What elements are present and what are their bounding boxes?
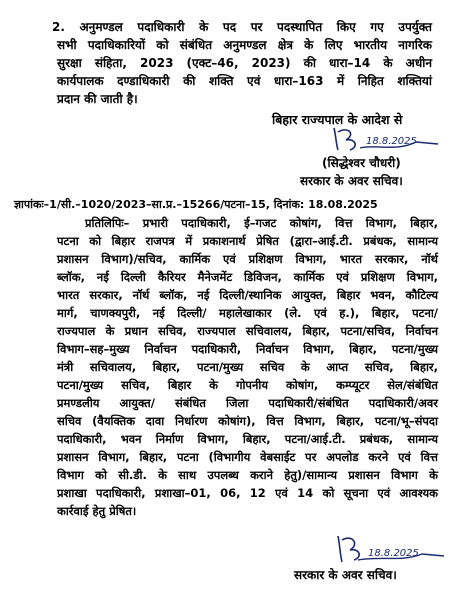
- copy-line: प्रतिलिपिः– प्रभारी पदाधिकारी, ई–गजट कोषांग, वित्त विभाग, बिहार,: [85, 216, 438, 230]
- copy-line: विभाग को सी.डी. के साथ उपलब्ध कराने हेतु)/सामान्य प्रशासन विभाग के: [57, 468, 438, 482]
- paragraph-2-line: सभी पदाधिकारियों को संबंधित अनुमण्डल क्षेत्र के लिए भारतीय नागरिक: [57, 38, 432, 52]
- copy-line: पटना को बिहार राजपत्र में प्रकाशनार्थ प्रेषित (द्वारा–आई.टी. प्रबंधक, सामान्य: [57, 234, 438, 248]
- closing-designation: सरकार के अवर सचिव।: [294, 568, 397, 582]
- signatory-designation: सरकार के अवर सचिव।: [300, 174, 403, 188]
- copy-to-block: [57, 214, 438, 520]
- copy-line: सचिव (वैयक्तिक दावा निर्धारण कोषांग), वित्त विभाग, बिहार, पटना/भू–संपदा: [57, 414, 438, 428]
- copy-line: मार्ग, चाणक्यपुरी, नई दिल्ली/ महालेखाकार (ले. एवं ह.), बिहार, पटना/: [57, 306, 438, 320]
- paragraph-2: [52, 18, 432, 108]
- copy-line: पदाधिकारी, भवन निर्माण विभाग, बिहार, पटना/आई.टी. प्रबंधक, सामान्य: [57, 432, 438, 446]
- copy-line: प्रमण्डलीय आयुक्त/ संबंधित जिला पदाधिकारी/संबंधित पदाधिकारी/अवर: [57, 396, 438, 410]
- copy-line: कार्रवाई हेतु प्रेषित।: [57, 504, 137, 518]
- copy-line: विभाग–सह–मुख्य निर्वाचन पदाधिकारी, निर्वाचन विभाग, बिहार, पटना/मुख्य: [57, 342, 438, 356]
- paragraph-2-line: कार्यपालक दण्डाधिकारी की शक्ति एवं धारा–163 में निहित शक्तियां: [57, 74, 432, 88]
- signature-2: [330, 532, 450, 568]
- signature-1: [326, 124, 446, 158]
- signature-1-scrawl: [326, 124, 446, 158]
- svg-text:18.8.2025: 18.8.2025: [368, 548, 419, 559]
- copy-line: ब्लॉक, नई दिल्ली कैरियर मैनेजमेंट डिविजन, कार्मिक एवं प्रशिक्षण विभाग,: [57, 270, 438, 284]
- copy-line: राज्यपाल के प्रधान सचिव, राज्यपाल सचिवालय, बिहार, पटना/सचिव, निर्वाचन: [57, 324, 438, 338]
- signatory-name: (सिद्धेश्वर चौधरी): [322, 156, 401, 170]
- paragraph-2-line: प्रदान की जाती है।: [57, 92, 138, 106]
- order-line: बिहार राज्यपाल के आदेश से: [272, 112, 403, 127]
- paragraph-2-line: सुरक्षा संहिता, 2023 (एक्ट–46, 2023) की धारा–14 के अधीन: [57, 56, 432, 70]
- svg-text:18.8.2025: 18.8.2025: [366, 136, 417, 147]
- copy-line: मंत्री सचिवालय, बिहार, पटना/मुख्य सचिव के आप्त सचिव, बिहार,: [57, 360, 438, 374]
- copy-line: पटना/मुख्य सचिव, बिहार के गोपनीय कोषांग, कम्प्यूटर सेल/संबंधित: [57, 378, 438, 392]
- memo-number: ज्ञापांकः–1/सी.–1020/2023–सा.प्र.–15266/पटना–15, दिनांक: 18.08.2025: [14, 198, 378, 211]
- copy-line: प्रशाखा पदाधिकारी, प्रशाखा–01, 06, 12 एवं 14 को सूचना एवं आवश्यक: [57, 486, 438, 500]
- copy-line: प्रशासन विभाग)/सचिव, कार्मिक एवं प्रशिक्षण विभाग, भारत सरकार, नॉर्थ: [57, 252, 438, 266]
- copy-line: प्रशासन विभाग, बिहार, पटना (विभागीय वेबसाईट पर अपलोड करने एवं वित्त: [57, 450, 438, 464]
- copy-line: भारत सरकार, नॉर्थ ब्लॉक, नई दिल्ली/स्थानिक आयुक्त, बिहार भवन, कौटिल्य: [57, 288, 438, 302]
- paragraph-2-line: 2. अनुमण्डल पदाधिकारी के पद पर पदस्थापित किए गए उपर्युक्त: [52, 20, 432, 34]
- signature-2-scrawl: [330, 532, 450, 568]
